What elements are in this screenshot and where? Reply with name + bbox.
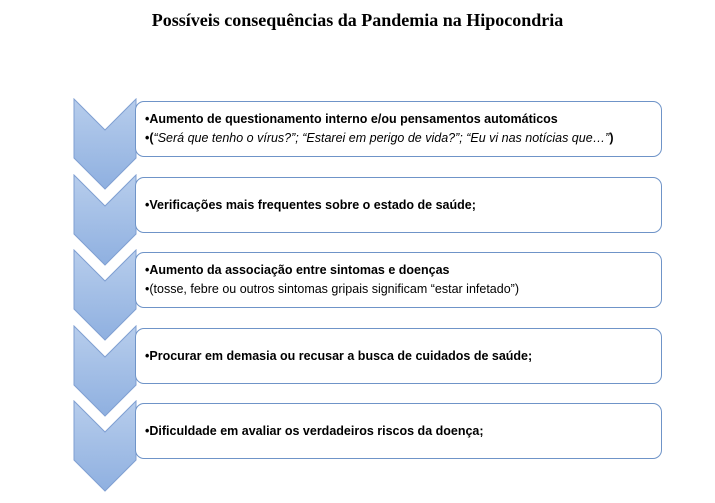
step-1-text: •Aumento de questionamento interno e/ou pensamentos automáticos — [145, 112, 558, 126]
step-box-2 — [135, 177, 662, 233]
chevron-arrow-5 — [73, 400, 137, 492]
step-3-detail: •(tosse, febre ou outros sintomas gripais significam “estar infetado”) — [145, 282, 519, 296]
step-3-text: •Aumento da associação entre sintomas e doenças — [145, 263, 450, 277]
step-box-3 — [135, 252, 662, 308]
step-2-text: •Verificações mais frequentes sobre o estado de saúde; — [145, 197, 476, 212]
step-5-text: •Dificuldade em avaliar os verdadeiros riscos da doença; — [145, 423, 484, 438]
step-1-detail-close: ) — [609, 131, 614, 145]
step-1-detail — [145, 129, 661, 148]
page-title: Possíveis consequências da Pandemia na Hipocondria — [151, 10, 564, 30]
step-box-4 — [135, 328, 662, 384]
step-1-detail-open: •( — [145, 131, 154, 145]
step-4-text: •Procurar em demasia ou recusar a busca de cuidados de saúde; — [145, 348, 533, 363]
step-1-detail-text: “Será que tenho o vírus?”; “Estarei em perigo de vida?”; “Eu vi nas notícias que…” — [153, 131, 610, 145]
step-box-1 — [135, 101, 662, 157]
step-box-5 — [135, 403, 662, 459]
